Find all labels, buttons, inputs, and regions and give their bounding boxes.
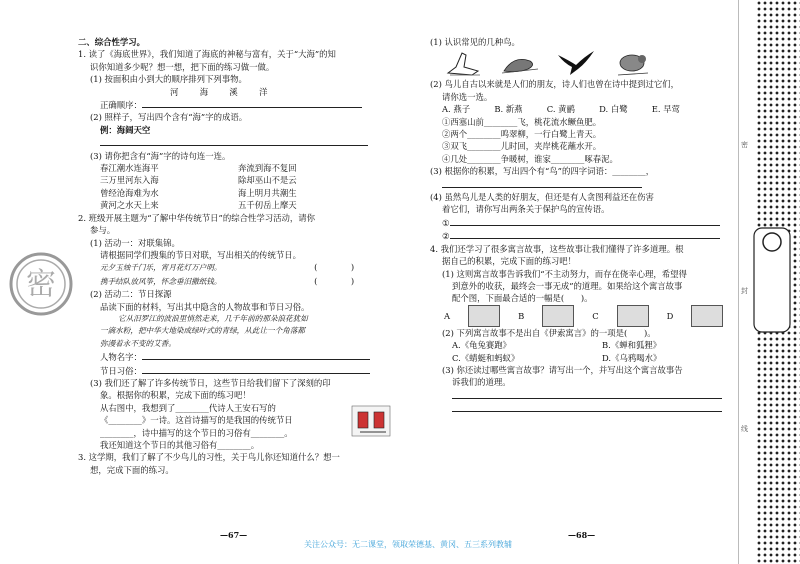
- q4-intro-line: 据自己的积累，完成下面的练习吧！: [442, 256, 576, 267]
- person-answer-blank[interactable]: [142, 350, 370, 360]
- q4-intro-line: 4. 我们还学习了很多寓言故事，这些故事让我们懂得了许多道理。根: [430, 243, 684, 254]
- q1-items: [78, 86, 396, 98]
- choice-a[interactable]: A. 燕子: [442, 104, 471, 115]
- festival-line: ________，诗中描写的这个节日的习俗有________。: [100, 427, 293, 438]
- slogan-row: [430, 229, 740, 242]
- fable-pictures: [430, 305, 740, 327]
- festival-block: [78, 402, 396, 452]
- passage-line: 弥漫着永不变的艾香。: [100, 338, 176, 348]
- q-sub4-line: 着它们，请你写出两条关于保护鸟的宣传语。: [442, 204, 610, 215]
- q3-line: 3. 这学期，我们了解了不少鸟儿的习性，关于鸟儿你还知道什么？想一: [78, 452, 340, 463]
- margin-mark: 线: [741, 425, 748, 433]
- poem-right-item[interactable]: 奔流到海不复回: [238, 163, 297, 174]
- margin-mark: 密: [741, 141, 748, 149]
- q4-sub1-line: 配个图，下面最合适的一幅是( )。: [452, 293, 593, 304]
- q2-sub3-line: (3) 我们还了解了许多传统节日，这些节日给我们留下了深刻的印: [90, 377, 331, 388]
- fable-options-row: [430, 339, 740, 351]
- fable-picture-a[interactable]: [468, 305, 500, 327]
- poem-fill-line[interactable]: ②两个________鸣翠柳，一行白鹭上青天。: [442, 129, 602, 140]
- pic-label-c: C: [592, 310, 599, 321]
- order-row: [78, 98, 396, 111]
- poem-fill-line[interactable]: ④几处________争暖树，谁家________啄春泥。: [442, 153, 618, 164]
- secret-stamp: [8, 232, 74, 336]
- fable-options-row: [430, 352, 740, 364]
- passage-line: 它从汨罗江的波浪里悄然走来，几千年前的那朵浪花犹如: [118, 313, 308, 323]
- answer-line: [430, 402, 740, 415]
- fable-picture-d[interactable]: [691, 305, 723, 327]
- q4-sub3-line: 诉我们的道理。: [452, 377, 511, 388]
- slogan-blank[interactable]: [450, 229, 720, 239]
- poem-right-column: [238, 162, 297, 212]
- slogan-blank[interactable]: [450, 216, 720, 226]
- page-number-left: —67—: [220, 530, 248, 540]
- couplet-1: 元夕玉烛千门乐，宵月花灯万户明。: [100, 263, 222, 273]
- item-ocean: 洋: [259, 86, 268, 97]
- person-row: [78, 350, 396, 363]
- festival-line: 《________》一诗。这首诗描写的是我国的传统节日: [100, 415, 293, 426]
- q2-sub3-line: 象。根据你的积累，完成下面的练习吧！: [100, 390, 251, 401]
- poem-fill-line[interactable]: ①西塞山前________飞，桃花流水鳜鱼肥。: [442, 116, 602, 127]
- word-answer-blank[interactable]: [442, 178, 642, 188]
- item-sea: 海: [199, 86, 209, 97]
- stamp-character: 密: [26, 267, 56, 302]
- fable-picture-c[interactable]: [617, 305, 649, 327]
- poem-left-column: [100, 162, 238, 212]
- right-page: [430, 36, 740, 416]
- page-number-right: —68—: [568, 530, 596, 540]
- birds-title: (1) 认识常见的几种鸟。: [430, 37, 520, 47]
- q-sub2-line: (2) 鸟儿自古以来就是人们的朋友，诗人们也曾在诗中提到过它们，: [430, 79, 680, 90]
- q1-sub1: (1) 按面积由小到大的顺序排列下列事物。: [90, 74, 247, 85]
- custom-row: [78, 364, 396, 377]
- slogan-row: [430, 216, 740, 229]
- item-stream: 溪: [229, 86, 238, 97]
- q-sub4-line: (4) 虽然鸟儿是人类的好朋友，但还是有人贪图利益还在伤害: [430, 192, 654, 203]
- q-sub3: (3) 根据你的积累，写出四个有“鸟”的四字词语：________，: [430, 166, 655, 177]
- q1-sub3: (3) 请你把含有“海”字的诗句连一连。: [90, 150, 231, 161]
- section-title: 二、综合性学习。: [78, 37, 145, 47]
- poem-right-item[interactable]: 五千仞岳上摩天: [238, 200, 297, 211]
- couplet-2: 携手结队放风筝，怀念垂泪撒纸钱。: [100, 276, 222, 286]
- couplet-row: [78, 275, 396, 288]
- poem-left-item[interactable]: 春江潮水连海平: [100, 163, 159, 174]
- poem-left-item[interactable]: 曾经沧海难为水: [100, 187, 159, 198]
- footer-notice: 关注公众号：无二课堂，领取荣德基、黄冈、五三系列教辅: [304, 540, 512, 549]
- brand-logo: [750, 226, 794, 334]
- activity-2-desc: 品读下面的材料，写出其中隐含的人物故事和节日习俗。: [100, 301, 310, 312]
- couplet-row: [78, 261, 396, 274]
- choice-c[interactable]: C. 黄鹂: [546, 104, 575, 115]
- q4-sub3-line: (3) 你还读过哪些寓言故事？请写出一个，并写出这个寓言故事告: [442, 364, 683, 375]
- fable-answer-blank[interactable]: [452, 402, 722, 412]
- poem-right-item[interactable]: 海上明月共潮生: [238, 187, 297, 198]
- q1-sub2: (2) 照样子，写出四个含有“海”字的成语。: [90, 112, 248, 123]
- bird-sparrow-icon: [612, 49, 652, 77]
- q2-intro-line: 参与。: [90, 225, 116, 236]
- poem-right-item[interactable]: 除却巫山不是云: [238, 175, 297, 186]
- poem-left-item[interactable]: 黄河之水天上来: [100, 200, 159, 211]
- order-answer-blank[interactable]: [142, 98, 362, 108]
- bird-swallow-icon: [556, 49, 596, 77]
- activity-1-desc: 请根据同学们搜集的节日对联，写出相关的传统节日。: [100, 249, 301, 260]
- pic-label-a: A: [444, 310, 451, 321]
- poem-fill-line[interactable]: ③双飞________儿时回，夹岸桃花蘸水开。: [442, 141, 602, 152]
- choice-b[interactable]: B. 新燕: [494, 104, 523, 115]
- q4-sub1-line: (1) 这则寓言故事告诉我们“不主动努力，而存在侥幸心理，希望得: [442, 268, 687, 279]
- custom-label: 节日习俗：: [100, 365, 142, 376]
- choice-d[interactable]: D. 白鹭: [599, 104, 628, 115]
- q-sub2-line: 请你选一选。: [442, 91, 493, 102]
- fable-answer-blank[interactable]: [452, 389, 722, 399]
- slogan-mark: ②: [442, 231, 450, 242]
- couplet-2-answer[interactable]: ( ): [314, 275, 355, 286]
- festival-line: 我还知道这个节日的其他习俗有________。: [100, 440, 260, 450]
- passage-line: 一滴水粉，把中华大地染成绿叶式的青绿，从此让一个角落都: [100, 326, 306, 336]
- choice-e[interactable]: E. 早莺: [651, 104, 680, 115]
- option-d[interactable]: D.《乌鸦喝水》: [602, 352, 662, 363]
- q4-sub1-line: 到意外的收获，最终会一事无成”的道理。如果给这个寓言故事: [452, 280, 683, 291]
- fable-picture-b[interactable]: [542, 305, 574, 327]
- bird-oriole-icon: [500, 49, 540, 77]
- custom-answer-blank[interactable]: [142, 364, 370, 374]
- q2-intro-line: 2. 班级开展主题为“了解中华传统节日”的综合性学习活动，请你: [78, 212, 315, 223]
- activity-2-title: (2) 活动二：节日探源: [90, 289, 172, 300]
- option-a[interactable]: A.《龟兔赛跑》: [452, 340, 511, 351]
- order-label: 正确顺序：: [100, 100, 142, 111]
- idiom-blanks: [78, 136, 396, 149]
- activity-1-title: (1) 活动一：对联集锦。: [90, 237, 180, 248]
- margin-mark: 封: [741, 287, 748, 295]
- poem-matching: [78, 162, 396, 212]
- slogan-mark: ①: [442, 217, 450, 228]
- item-river: 河: [170, 86, 179, 97]
- option-b[interactable]: B.《蝉和狐狸》: [602, 340, 662, 351]
- q1-intro-line: 识你知道多少呢？想一想，把下面的练习做一做。: [90, 61, 275, 72]
- couplet-1-answer[interactable]: ( ): [314, 262, 355, 273]
- option-c[interactable]: C.《蜻蜓和蚂蚁》: [452, 352, 520, 363]
- poem-left-item[interactable]: 三万里河东入海: [100, 175, 159, 186]
- bird-pictures: [430, 48, 740, 78]
- q3-line: 想，完成下面的练习。: [90, 464, 174, 475]
- pic-label-b: B: [518, 310, 525, 321]
- festival-line: 从右图中，我想到了________代诗人王安石写的: [100, 402, 276, 413]
- idiom-answer-blank[interactable]: [100, 136, 368, 146]
- q4-sub2: (2) 下列寓言故事不是出自《伊索寓言》的一项是( )。: [442, 327, 656, 338]
- bird-egret-icon: [444, 49, 484, 77]
- answer-line: [430, 389, 740, 402]
- bird-choices: [430, 103, 740, 115]
- q1-intro-line: 1. 读了《海底世界》，我们知道了海底的神秘与富有，关于“大海”的知: [78, 49, 336, 60]
- left-page: [78, 36, 396, 476]
- q1-example: 例：海阔天空: [100, 124, 151, 135]
- festival-illustration: [346, 402, 396, 440]
- word-blanks: [430, 178, 740, 191]
- person-label: 人物名字：: [100, 352, 142, 363]
- pic-label-d: D: [666, 310, 674, 321]
